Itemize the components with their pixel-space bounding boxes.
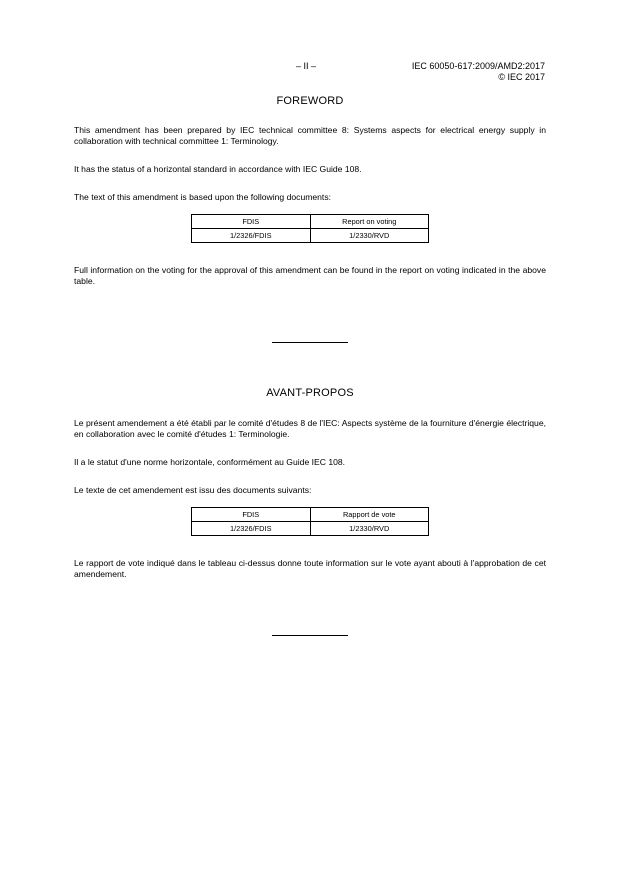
section-divider — [272, 635, 348, 636]
table-header-cell: FDIS — [192, 215, 311, 229]
table-cell: 1/2330/RVD — [310, 522, 429, 536]
foreword-documents-table — [191, 214, 429, 243]
table-header-cell: FDIS — [192, 508, 311, 522]
page-number: – II – — [296, 61, 317, 71]
avant-propos-documents-table — [191, 507, 429, 536]
document-id: IEC 60050-617:2009/AMD2:2017 — [411, 61, 545, 71]
table-row — [192, 229, 429, 243]
avant-propos-paragraph-3: Le texte de cet amendement est issu des documents suivants: — [74, 485, 312, 495]
table-header-row — [192, 215, 429, 229]
section-divider — [272, 342, 348, 343]
avant-propos-paragraph-4: Le rapport de vote indiqué dans le tableau ci-dessus donne toute information sur le vote ayant abouti à l'approbation de cet amendement. — [74, 558, 546, 579]
foreword-paragraph-3: The text of this amendment is based upon the following documents: — [74, 192, 332, 202]
avant-propos-title: AVANT-PROPOS — [266, 387, 354, 399]
table-header-row — [192, 508, 429, 522]
table-header-cell: Report on voting — [310, 215, 429, 229]
avant-propos-paragraph-2: Il a le statut d'une norme horizontale, conformément au Guide IEC 108. — [74, 457, 346, 467]
foreword-paragraph-2: It has the status of a horizontal standard in accordance with IEC Guide 108. — [74, 164, 362, 174]
table-cell: 1/2330/RVD — [310, 229, 429, 243]
table-cell: 1/2326/FDIS — [192, 229, 311, 243]
avant-propos-paragraph-1: Le présent amendement a été établi par le comité d'études 8 de l'IEC: Aspects système de la fourniture d'énergie électrique, en collaboration avec le comité d'études 1: Terminologie. — [74, 418, 546, 439]
foreword-paragraph-4: Full information on the voting for the approval of this amendment can be found in the report on voting indicated in the above table. — [74, 265, 546, 286]
copyright-notice: © IEC 2017 — [498, 72, 545, 82]
foreword-paragraph-1: This amendment has been prepared by IEC technical committee 8: Systems aspects for electrical energy supply in collaboration with technical committee 1: Terminology. — [74, 125, 546, 146]
document-reference — [412, 61, 545, 83]
table-cell: 1/2326/FDIS — [192, 522, 311, 536]
table-row — [192, 522, 429, 536]
foreword-title: FOREWORD — [276, 95, 344, 107]
table-header-cell: Rapport de vote — [310, 508, 429, 522]
